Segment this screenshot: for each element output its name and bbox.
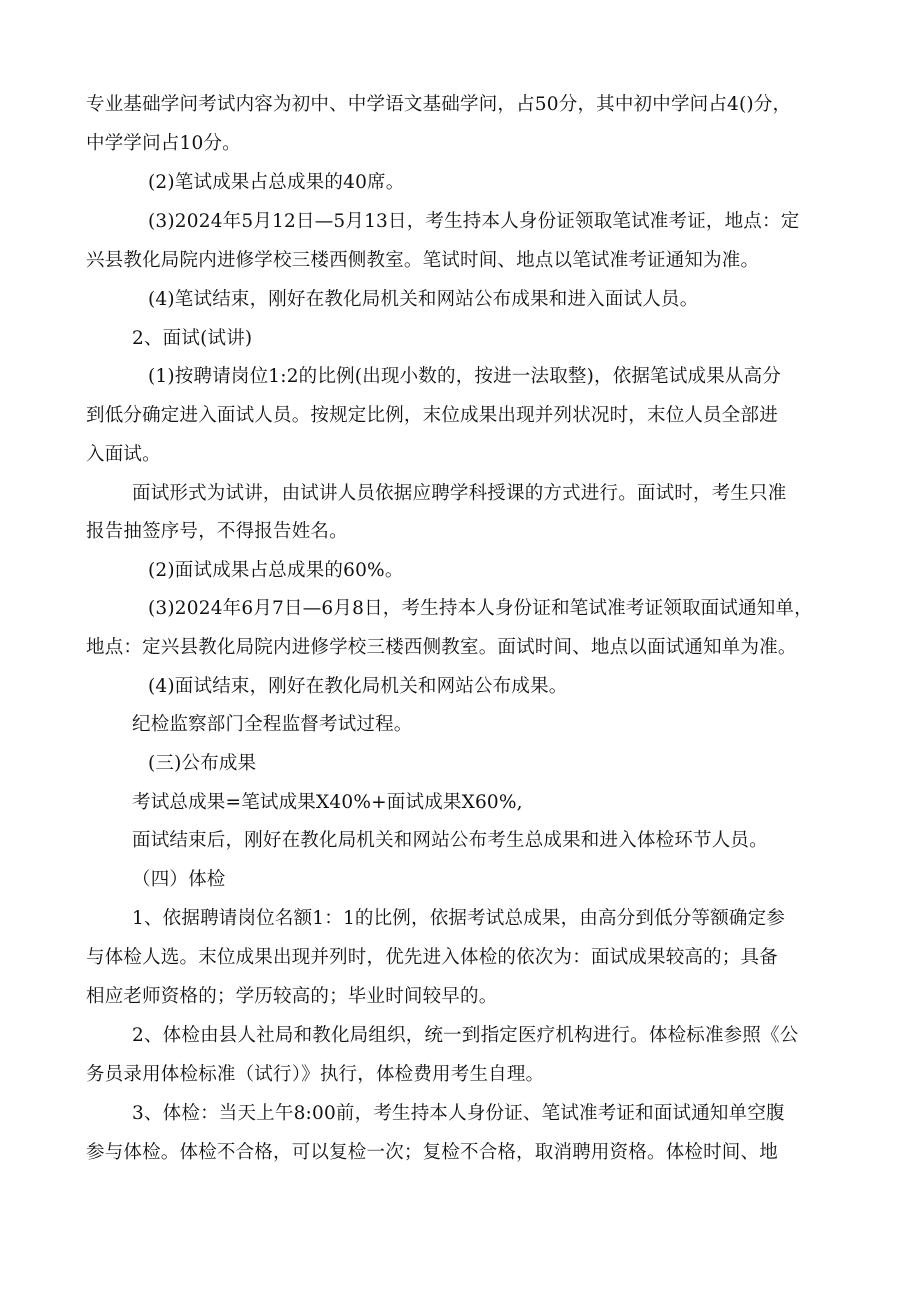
text-line: 中学学问占10分。 bbox=[86, 133, 241, 154]
text-line: (4)面试结束，刚好在教化局机关和网站公布成果。 bbox=[148, 676, 568, 697]
text-line: 1、依据聘请岗位名额1：1的比例，依据考试总成果，由高分到低分等额确定参 bbox=[132, 908, 786, 929]
text-line: 专业基础学问考试内容为初中、中学语文基础学问，占50分，其中初中学问占4()分， bbox=[86, 94, 792, 115]
section-heading: （四）体检 bbox=[132, 869, 226, 890]
text-line: 地点：定兴县教化局院内进修学校三楼西侧教室。面试时间、地点以面试通知单为准。 bbox=[86, 637, 797, 658]
text-line: 到低分确定进入面试人员。按规定比例，末位成果出现并列状况时，末位人员全部进 bbox=[86, 405, 778, 426]
text-line: 相应老师资格的；学历较高的；毕业时间较早的。 bbox=[86, 986, 498, 1007]
text-line: 2、面试(试讲) bbox=[132, 328, 253, 349]
text-line: 兴县教化局院内进修学校三楼西侧教室。笔试时间、地点以笔试准考证通知为准。 bbox=[86, 250, 760, 271]
text-line: 报告抽签序号，不得报告姓名。 bbox=[86, 521, 348, 542]
text-line: 2、体检由县人社局和教化局组织，统一到指定医疗机构进行。体检标准参照《公 bbox=[132, 1025, 799, 1046]
text-line: (4)笔试结束，刚好在教化局机关和网站公布成果和进入面试人员。 bbox=[148, 289, 699, 310]
text-line: (1)按聘请岗位1:2的比例(出现小数的，按进一法取整)，依据笔试成果从高分 bbox=[148, 366, 782, 387]
text-line: 务员录用体检标准（试行）》执行，体检费用考生自理。 bbox=[86, 1064, 545, 1085]
text-line: 入面试。 bbox=[86, 444, 161, 465]
text-line: (3)2024年5月12日—5月13日，考生持本人身份证领取笔试准考证，地点：定 bbox=[148, 211, 800, 232]
text-line: 面试结束后，刚好在教化局机关和网站公布考生总成果和进入体检环节人员。 bbox=[132, 830, 768, 851]
text-line: (2)面试成果占总成果的60%。 bbox=[148, 560, 404, 581]
text-line: 与体检人选。末位成果出现并列时，优先进入体检的依次为：面试成果较高的；具备 bbox=[86, 947, 778, 968]
section-heading: (三)公布成果 bbox=[148, 753, 257, 774]
text-line: 面试形式为试讲，由试讲人员依据应聘学科授课的方式进行。面试时，考生只准 bbox=[132, 483, 787, 504]
text-line: 3、体检：当天上午8:00前，考生持本人身份证、笔试准考证和面试通知单空腹 bbox=[132, 1103, 785, 1124]
text-line: 参与体检。体检不合格，可以复检一次；复检不合格，取消聘用资格。体检时间、地 bbox=[86, 1142, 778, 1163]
text-line: (2)笔试成果占总成果的40席。 bbox=[148, 172, 405, 193]
text-line: 纪检监察部门全程监督考试过程。 bbox=[132, 714, 413, 735]
text-line: 考试总成果=笔试成果X40%+面试成果X60%, bbox=[132, 792, 523, 813]
text-line: (3)2024年6月7日—6月8日，考生持本人身份证和笔试准考证领取面试通知单， bbox=[148, 598, 813, 619]
